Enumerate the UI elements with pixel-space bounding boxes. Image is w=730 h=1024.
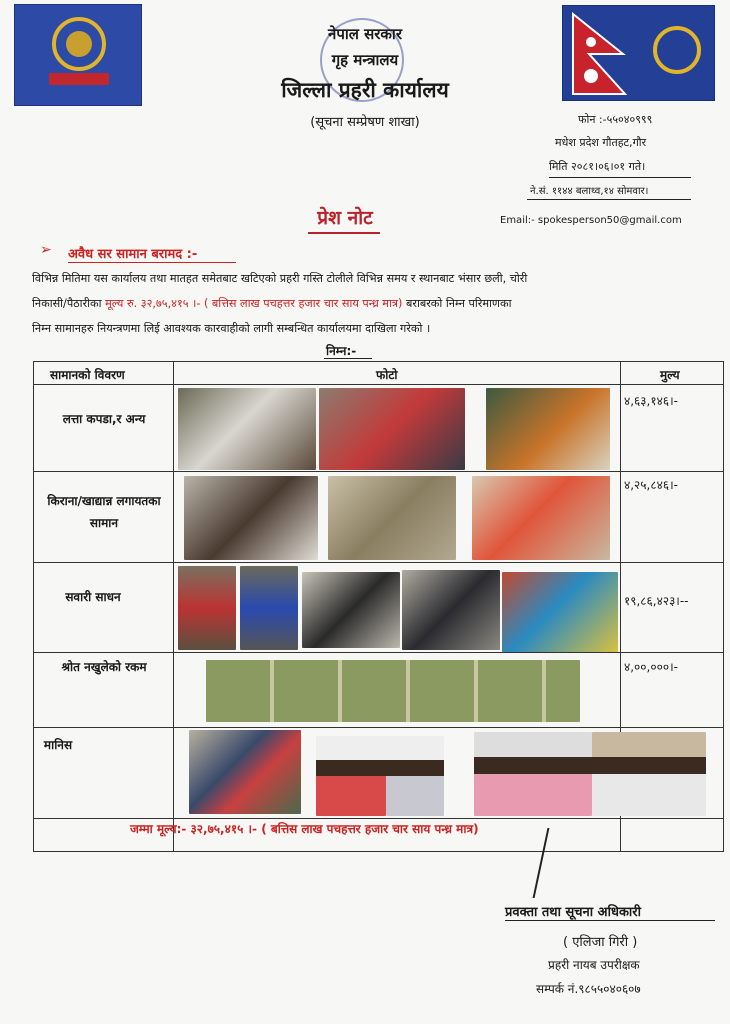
photo-groceries-3 bbox=[472, 476, 610, 560]
subheading: अवैध सर सामान बरामद :- bbox=[68, 247, 198, 262]
ministry-title: गृह मन्त्रालय bbox=[331, 51, 399, 69]
row-label-groceries: किराना/खाद्यान्न लगायतका सामान bbox=[47, 494, 161, 530]
photo-cash bbox=[206, 660, 580, 722]
nepal-date-underline bbox=[527, 199, 691, 200]
date: मिति २०८१।०६।०१ गते। bbox=[549, 160, 646, 173]
signatory-rank: प्रहरी नायब उपरीक्षक bbox=[548, 958, 640, 972]
photo-person-2 bbox=[386, 736, 444, 816]
nepal-sambat-date: ने.सं. ११४४ बलाथ्व,१४ सोमवार। bbox=[530, 186, 649, 197]
row-divider bbox=[34, 818, 723, 819]
photo-clothes-2 bbox=[319, 388, 465, 470]
press-note-title: प्रेश नोट bbox=[317, 207, 373, 229]
photo-vehicle-1 bbox=[178, 566, 236, 650]
photo-groceries-2 bbox=[328, 476, 456, 560]
phone-number: फोन :-५५०४०९९९ bbox=[578, 113, 653, 126]
date-underline bbox=[549, 177, 691, 178]
header-photo: फोटो bbox=[376, 368, 398, 382]
photo-vehicle-bicycle bbox=[302, 572, 400, 648]
flag-logo-right bbox=[562, 5, 715, 101]
photo-groceries-1 bbox=[184, 476, 318, 560]
column-divider bbox=[173, 362, 174, 851]
photo-vehicle-motorbike bbox=[402, 570, 500, 650]
total-value-inline: मूल्य रु. ३२,७५,४१५ ।- ( बत्तिस लाख पचहत्तर हजार चार साय पन्ध्र मात्र) bbox=[105, 297, 403, 310]
photo-person-4 bbox=[592, 732, 706, 816]
email: Email:- spokesperson50@gmail.com bbox=[500, 215, 682, 226]
subheading-underline bbox=[68, 262, 236, 263]
press-note-underline bbox=[308, 232, 380, 234]
row-label-clothes: लत्ता कपडा,र अन्य bbox=[62, 412, 146, 426]
location: मधेश प्रदेश गौतहट,गौर bbox=[555, 136, 647, 149]
photo-person-1 bbox=[316, 736, 386, 816]
office-title: जिल्ला प्रहरी कार्यालय bbox=[281, 78, 449, 102]
list-heading: निम्न:- bbox=[326, 344, 357, 358]
row-label-vehicles: सवारी साधन bbox=[65, 590, 121, 604]
row-divider bbox=[34, 471, 723, 472]
arrow-icon: ➢ bbox=[40, 242, 52, 258]
government-title: नेपाल सरकार bbox=[328, 25, 402, 43]
row-price-clothes: ४,६३,१४६।- bbox=[624, 394, 678, 408]
paragraph-line-2-suffix: बराबरको निम्न परिमाणका bbox=[402, 297, 512, 310]
photo-clothes-1 bbox=[178, 388, 316, 470]
row-label-persons: मानिस bbox=[43, 738, 73, 752]
row-price-cash: ४,००,०००।- bbox=[624, 660, 678, 674]
list-heading-underline bbox=[324, 358, 372, 359]
header-price: मुल्य bbox=[660, 368, 680, 382]
paragraph-line-3: निम्न सामानहरु नियन्त्रणमा लिई आवश्यक कारवाहीको लागी सम्बन्धित कार्यालयमा दाखिला गरेको । bbox=[32, 322, 431, 335]
row-label-cash: श्रोत नखुलेको रकम bbox=[61, 660, 147, 674]
signatory-underline bbox=[505, 920, 715, 921]
header-description: सामानको विवरण bbox=[50, 368, 125, 382]
row-divider bbox=[34, 652, 723, 653]
photo-clothes-3 bbox=[486, 388, 610, 470]
photo-vehicle-2 bbox=[240, 566, 298, 650]
paragraph-line-2-prefix: निकासी/पैठारीका bbox=[32, 297, 106, 310]
row-divider bbox=[34, 562, 723, 563]
paragraph-line-2 bbox=[32, 291, 712, 316]
seized-items-table bbox=[33, 361, 724, 852]
photo-vehicle-cart bbox=[502, 572, 618, 652]
signatory-title: प्रवक्ता तथा सूचना अधिकारी bbox=[505, 905, 641, 920]
signatory-phone: सम्पर्क नं.९८५५०४०६०७ bbox=[536, 982, 641, 996]
photo-persons-group bbox=[189, 730, 301, 814]
police-emblem-icon bbox=[52, 17, 106, 71]
police-logo-left bbox=[14, 4, 142, 106]
row-price-groceries: ४,२५,८४६।- bbox=[624, 478, 678, 492]
row-divider bbox=[34, 384, 723, 385]
emblem-ribbon bbox=[49, 73, 109, 85]
police-emblem-icon-right bbox=[653, 26, 701, 74]
photo-person-3 bbox=[474, 732, 592, 816]
row-price-vehicles: १९,८६,४२३।-- bbox=[624, 594, 689, 608]
row-divider bbox=[34, 727, 723, 728]
section-title: (सूचना सम्प्रेषण शाखा) bbox=[310, 115, 420, 130]
paragraph-line-1: विभिन्न मितिमा यस कार्यालय तथा मातहत समेतबाट खटिएको प्रहरी गस्ति टोलीले विभिन्न समय र स्थानबाट भंसार छली, चोरी bbox=[32, 272, 528, 285]
signatory-name: ( एलिजा गिरी ) bbox=[563, 935, 638, 950]
table-total: जम्मा मूल्य:- ३२,७५,४१५ ।- ( बत्तिस लाख पचहत्तर हजार चार साय पन्ध्र मात्र) bbox=[130, 822, 479, 836]
